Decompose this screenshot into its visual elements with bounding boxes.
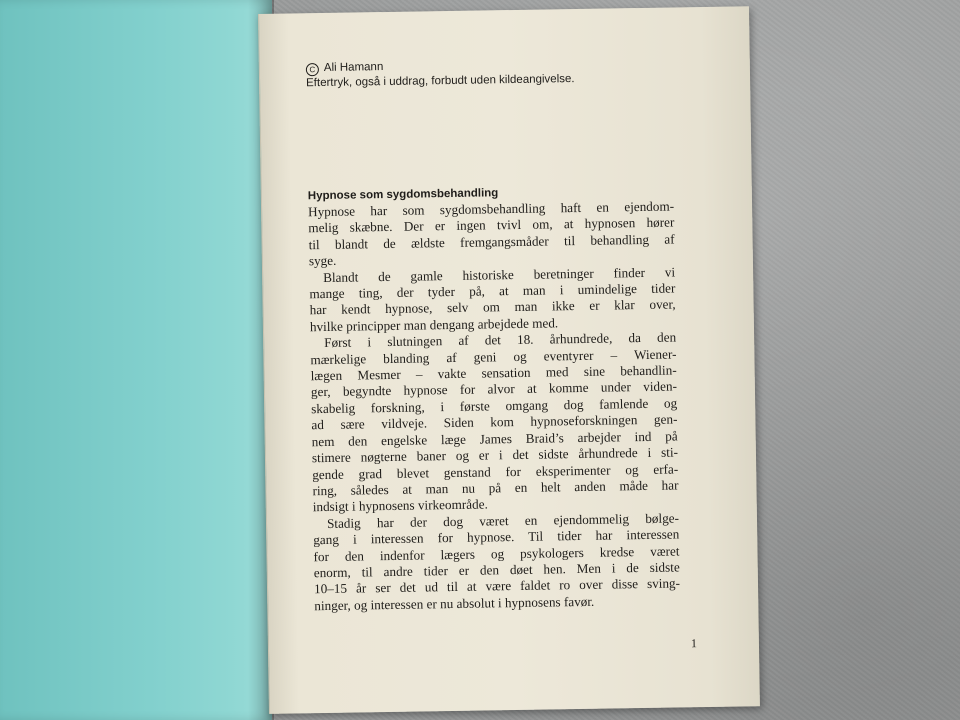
- text-line: enorm, til andre tider er den døet hen. Men i de sidste: [313, 559, 680, 581]
- text-line: 10–15 år ser det ud til at være faldet ro over disse sving-: [313, 575, 681, 597]
- text-line: ring, således at man nu på en helt anden måde har: [312, 477, 679, 499]
- booklet-page: [258, 6, 760, 714]
- text-line: Først i slutningen af det 18. århundrede, da den: [324, 329, 677, 351]
- section-body: [308, 183, 681, 614]
- section-heading: Hypnose som sygdomsbehandling: [307, 187, 499, 203]
- copyright-notice: Eftertryk, også i uddrag, forbudt uden kildeangivelse.: [305, 73, 575, 90]
- text-line: melig skæbne. Der er ingen tvivl om, at hypnosen hører: [308, 214, 675, 236]
- text-line: ninger, og interessen er nu absolut i hypnosens favør.: [314, 593, 595, 613]
- copyright-block: [306, 57, 575, 91]
- text-line: for den indenfor lægers og psykologers kredse været: [313, 542, 680, 564]
- text-line: syge.: [308, 253, 337, 269]
- text-line: mange ting, der tyder på, at man i umindelige tider: [309, 280, 676, 302]
- text-line: har kendt hypnose, selv om man ikke er klar over,: [309, 296, 676, 318]
- text-line: ad sære vildveje. Siden kom hypnoseforskningen gen-: [311, 411, 678, 433]
- text-line: til blandt de ældste fremgangsmåder til behandling af: [308, 231, 675, 253]
- copyright-icon: C: [306, 63, 319, 76]
- text-line: Blandt de gamle historiske beretninger finder vi: [323, 264, 676, 285]
- text-line: skabelig forskning, i første omgang dog famlende og: [311, 395, 678, 417]
- text-line: lægen Mesmer – vakte sensation med sine behandlin-: [310, 362, 677, 384]
- booklet-cover: [0, 0, 272, 720]
- text-line: nem den engelske læge James Braid’s arbejder ind på: [311, 428, 678, 449]
- text-line: hvilke principper man dengang arbejdede med.: [309, 315, 559, 335]
- copyright-holder: Ali Hamann: [323, 61, 384, 74]
- text-line: ger, begyndte hypnose for alvor at komme under viden-: [310, 378, 678, 400]
- text-line: gende grad blevet genstand for eksperimenter og erfa-: [312, 460, 679, 482]
- text-line: stimere nøgterne baner og er i det sidste århundrede i sti-: [311, 444, 679, 466]
- text-line: Stadig har der dog været en ejendommelig bølge-: [326, 510, 680, 531]
- page-number: 1: [690, 636, 698, 651]
- paragraph-lines: [308, 198, 680, 614]
- text-line: gang i interessen for hypnose. Til tider har interessen: [313, 526, 680, 548]
- text-line: Hypnose har som sygdomsbehandling haft en ejendom-: [307, 198, 675, 220]
- text-line: indsigt i hypnosens virkeområde.: [312, 496, 488, 515]
- text-line: mærkelige blanding af geni og eventyrer – Wiener-: [310, 346, 677, 367]
